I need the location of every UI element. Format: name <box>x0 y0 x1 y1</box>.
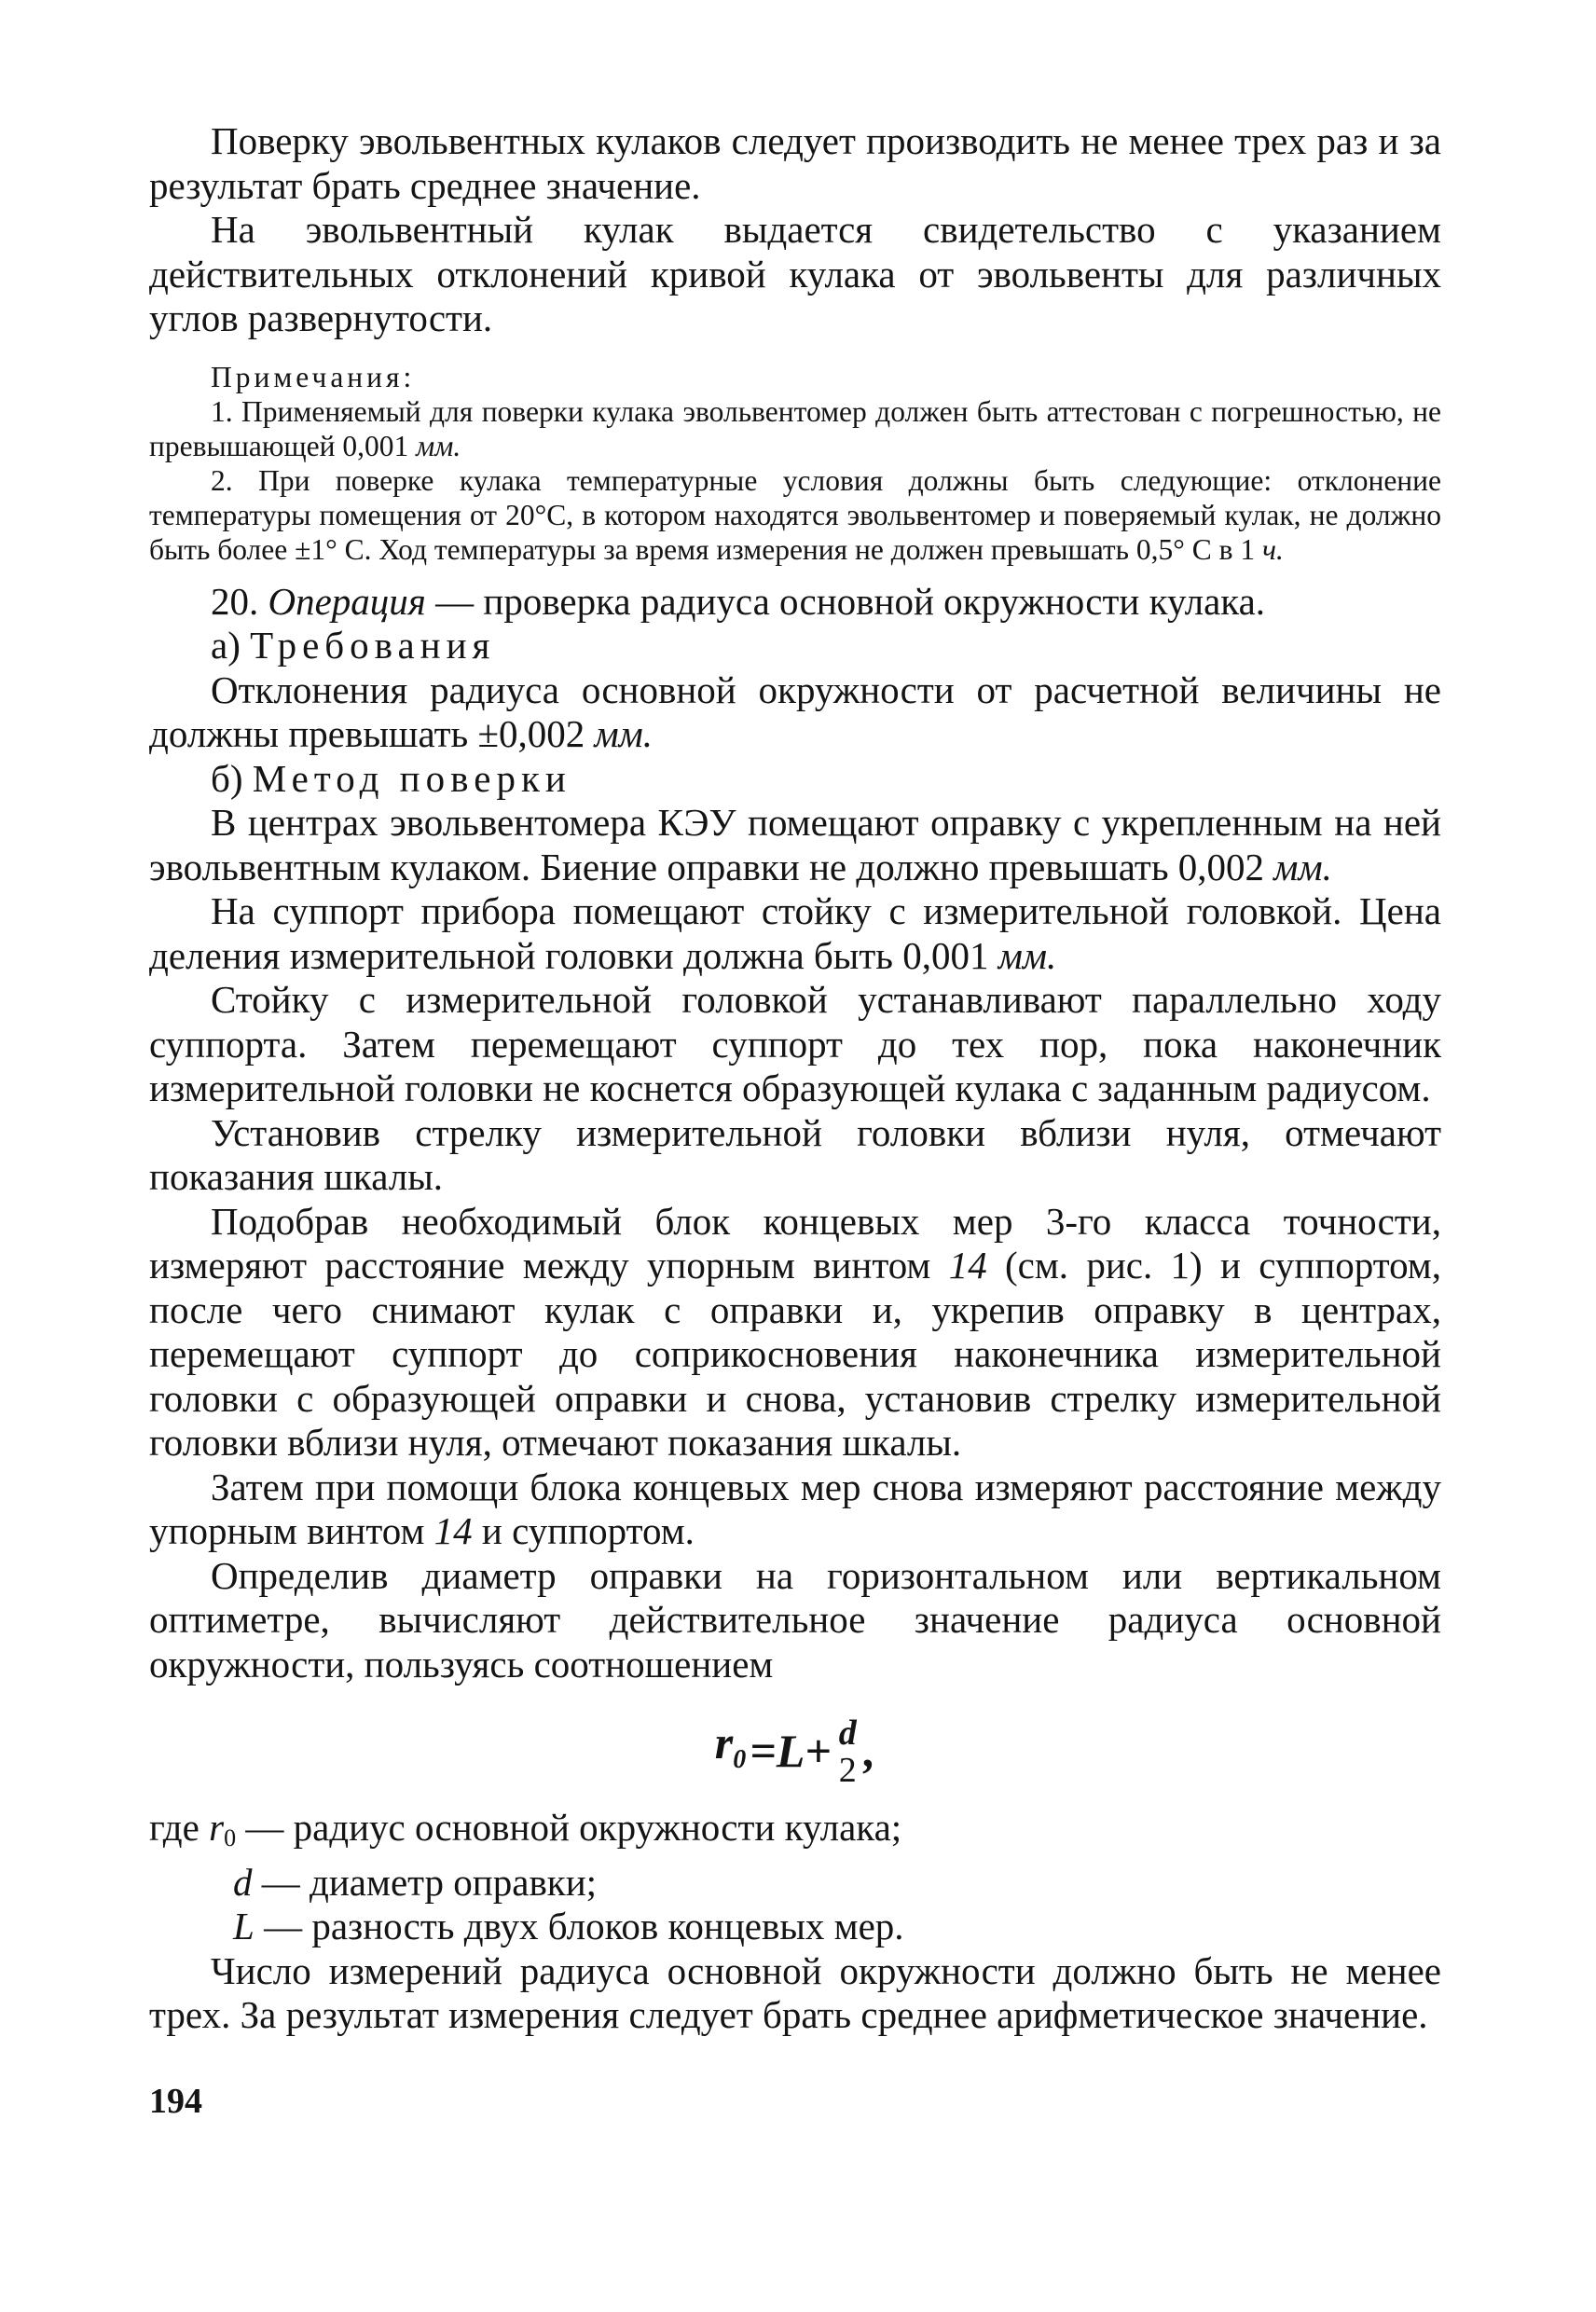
paragraph-verification-count: Поверку эвольвентных кулаков следует производить не менее трех раз и за результат брать среднее значение. <box>149 119 1441 207</box>
notes-block <box>149 360 1441 567</box>
note-2: 2. При поверке кулака температурные условия должны быть следующие: отклонение температуры помещения от 20°С, в котором находятся эвольвентомер и поверяемый кулак, не должно быть более ±1° С. Ход температуры за время измерения не должен превышать 0,5° С в 1 ч. <box>149 463 1441 566</box>
method-paragraph-2: На суппорт прибора помещают стойку с измерительной головкой. Цена деления измерительной головки должна быть 0,001 мм. <box>149 889 1441 977</box>
page-number: 194 <box>149 2082 202 2121</box>
note-1: 1. Применяемый для поверки кулака эвольвентомер должен быть аттестован с погрешностью, не превышающей 0,001 мм. <box>149 394 1441 462</box>
formula-fraction <box>839 1714 857 1789</box>
formula-lhs: $r_0$ <box>714 1716 747 1775</box>
formula-numerator: d <box>838 1713 857 1753</box>
method-paragraph-3: Стойку с измерительной головкой устанавливают параллельно ходу суппорта. Затем перемещают суппорт до тех пор, пока наконечник измерительной головки не коснется образующей кулака с заданным радиусом. <box>149 978 1441 1109</box>
requirements-heading: а) Требования <box>211 624 496 667</box>
definition-l: L — разность двух блоков концевых мер. <box>233 1905 904 1947</box>
operation-20-heading: 20. Операция — проверка радиуса основной окружности кулака. <box>211 579 1266 623</box>
definition-r0: где r0 — радиус основной окружности кулака; <box>149 1806 902 1851</box>
method-paragraph-5: Подобрав необходимый блок концевых мер 3-го класса точности, измеряют расстояние между упорным винтом 14 (см. рис. 1) и суппортом, после чего снимают кулак с оправки и, укрепив оправку в центрах, перемещают суппорт до соприкосновения наконечника измерительной головки с образующей оправки и снова, установив стрелку измерительной головки вблизи нуля, отмечают показания шкалы. <box>149 1199 1442 1464</box>
method-paragraph-6: Затем при помощи блока концевых мер снова измеряют расстояние между упорным винтом 14 и суппортом. <box>149 1465 1441 1552</box>
method-paragraph-7: Определив диаметр оправки на горизонтальном или вертикальном оптиметре, вычисляют действительное значение радиуса основной окружности, пользуясь соотношением <box>149 1553 1441 1686</box>
method-paragraph-8: Число измерений радиуса основной окружности должно быть не менее трех. За результат измерения следует брать среднее арифметическое значение. <box>149 1948 1441 2036</box>
text-column <box>149 119 1441 2038</box>
method-heading: б) Метод поверки <box>211 756 571 800</box>
notes-heading: Примечания: <box>211 360 416 393</box>
paragraph-certificate: На эвольвентный кулак выдается свидетельство с указанием действительных отклонений кривой кулака от эвольвенты для различных углов развернутости. <box>149 208 1441 339</box>
method-paragraph-4: Установив стрелку измерительной головки вблизи нуля, отмечают показания шкалы. <box>149 1110 1441 1198</box>
radius-formula <box>149 1711 1441 1800</box>
formula-eq: =L+ <box>750 1725 832 1778</box>
method-paragraph-1: В центрах эвольвентомера КЭУ помещают оправку с укрепленным на ней эвольвентным кулаком. Биение оправки не должно превышать 0,002 мм. <box>149 801 1441 888</box>
formula-denominator: 2 <box>838 1751 857 1790</box>
formula-definitions <box>149 1806 1441 1949</box>
requirements-text: Отклонения радиуса основной окружности от расчетной величины не должны превышать ±0,002 мм. <box>149 667 1441 755</box>
formula-tail: , <box>863 1725 876 1778</box>
definition-d: d — диаметр оправки; <box>233 1860 598 1904</box>
